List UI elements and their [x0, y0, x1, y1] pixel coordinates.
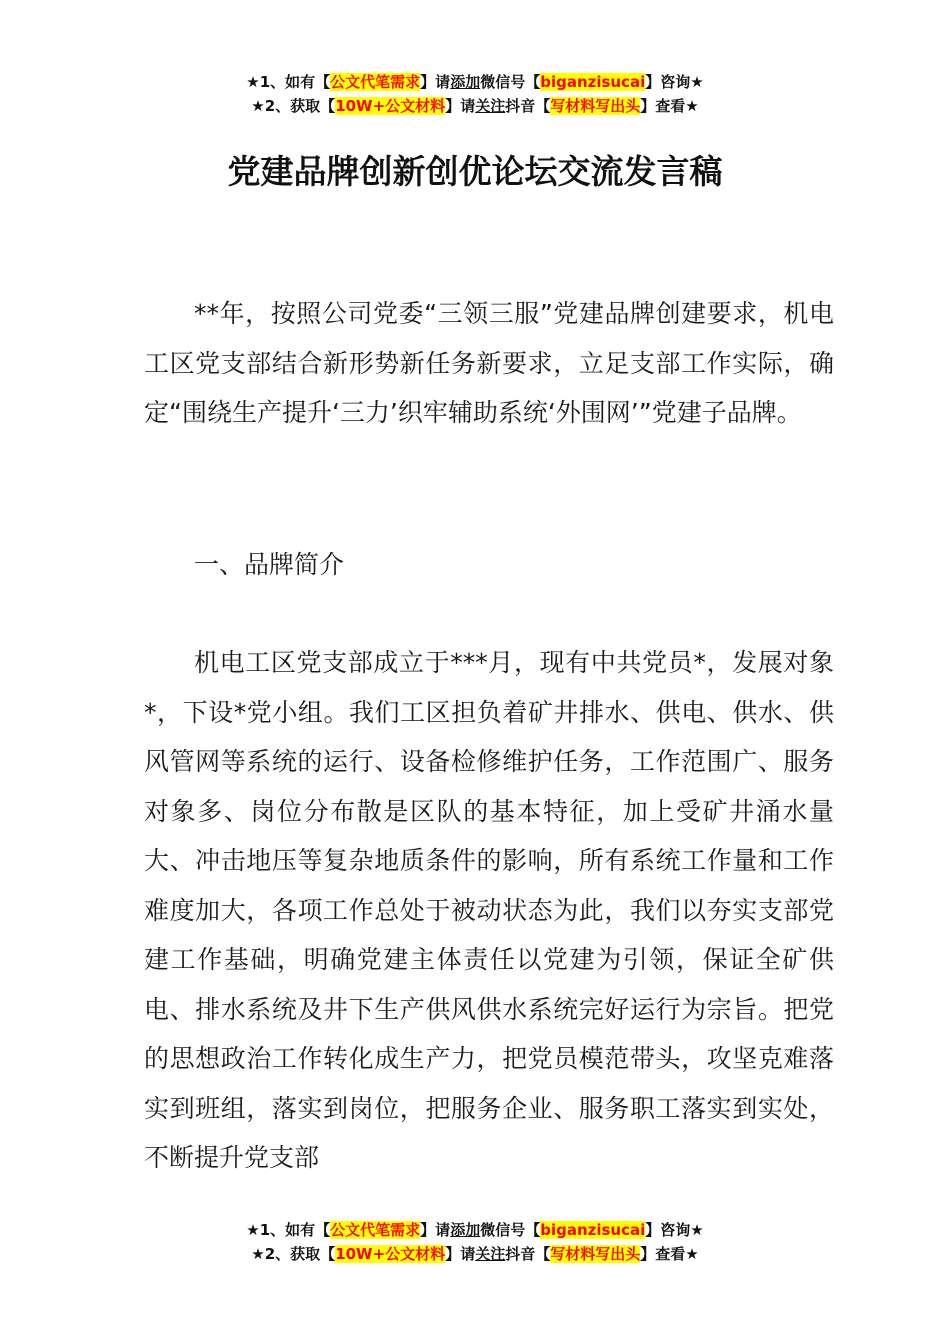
notice-underline: 添加	[450, 1221, 481, 1239]
notice-highlight: 写材料写出头	[550, 97, 641, 115]
notice-text: 】请	[420, 73, 451, 91]
notice-line-1	[0, 70, 950, 94]
notice-highlight: 10W+公文材料	[335, 1245, 446, 1263]
notice-underline: 关注	[475, 97, 506, 115]
paragraph-intro: **年，按照公司党委“三领三服”党建品牌创建要求，机电工区党支部结合新形势新任务新要求，立足支部工作实际，确定“围绕生产提升‘三力’织牢辅助系统‘外围网’”党建子品牌。	[144, 299, 834, 427]
notice-highlight: biganzisucai	[540, 73, 646, 91]
notice-text: 】请	[420, 1221, 451, 1239]
notice-highlight: 公文代笔需求	[330, 73, 421, 91]
notice-text: ★2、获取【	[251, 97, 336, 115]
notice-text: 微信号【	[480, 73, 541, 91]
notice-highlight: 10W+公文材料	[335, 97, 446, 115]
notice-text: 】请	[445, 97, 476, 115]
notice-text: 】请	[445, 1245, 476, 1263]
notice-text: 】查看★	[640, 97, 699, 115]
notice-text: 抖音【	[505, 1245, 551, 1263]
header-notice	[0, 70, 950, 118]
document-title: 党建品牌创新创优论坛交流发言稿	[227, 152, 723, 191]
footer-notice	[0, 1218, 950, 1266]
notice-highlight: 写材料写出头	[550, 1245, 641, 1263]
notice-highlight: biganzisucai	[540, 1221, 646, 1239]
notice-text: 微信号【	[480, 1221, 541, 1239]
notice-underline: 关注	[475, 1245, 506, 1263]
notice-text: 】咨询★	[645, 73, 704, 91]
notice-line-2	[0, 94, 950, 118]
paragraph-brand-intro: 机电工区党支部成立于***月，现有中共党员*，发展对象*，下设*党小组。我们工区担负着矿井排水、供电、供水、供风管网等系统的运行、设备检修维护任务，工作范围广、服务对象多、岗位分布散是区队的基本特征，加上受矿井涌水量大、冲击地压等复杂地质条件的影响，所有系统工作量和工作难度加大，各项工作总处于被动状态为此，我们以夯实支部党建工作基础，明确党建主体责任以党建为引领，保证全矿供电、排水系统及井下生产供风供水系统完好运行为宗旨。把党的思想政治工作转化成生产力，把党员模范带头，攻坚克难落实到班组，落实到岗位，把服务企业、服务职工落实到实处，不断提升党支部	[144, 648, 834, 1172]
section-heading: 一、品牌简介	[194, 550, 345, 579]
notice-line-2	[0, 1242, 950, 1266]
notice-text: ★1、如有【	[246, 1221, 331, 1239]
notice-text: 抖音【	[505, 97, 551, 115]
notice-text: ★1、如有【	[246, 73, 331, 91]
notice-line-1	[0, 1218, 950, 1242]
notice-text: ★2、获取【	[251, 1245, 336, 1263]
notice-underline: 添加	[450, 73, 481, 91]
notice-highlight: 公文代笔需求	[330, 1221, 421, 1239]
notice-text: 】查看★	[640, 1245, 699, 1263]
notice-text: 】咨询★	[645, 1221, 704, 1239]
